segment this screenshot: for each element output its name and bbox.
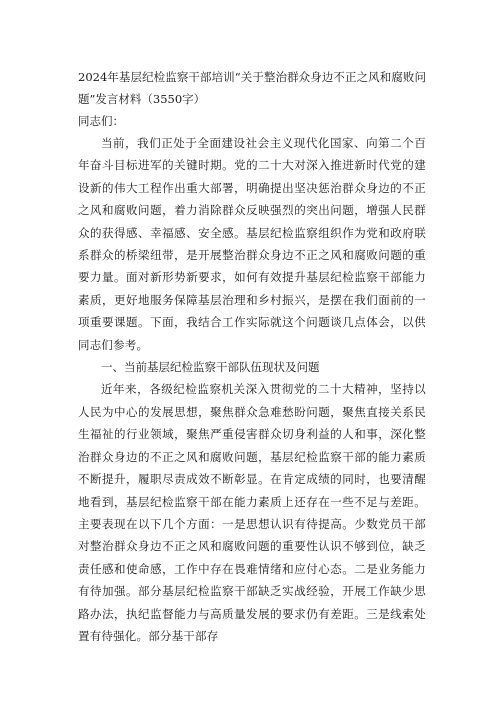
body-paragraph: 近年来，各级纪检监察机关深入贯彻党的二十大精神，坚持以人民为中心的发展思想，聚焦群众急难愁盼问题，聚焦直接关系民生福祉的行业领域，聚焦严重侵害群众切身利益的人和事，深化整治群众身边的不正之风和腐败问题，基层纪检监察干部的能力素质不断提升，履职尽责成效不断彰显。在肯定成绩的同时，也要清醒地看到，基层纪检监察干部在能力素质上还存在一些不足与差距。主要表现在以下几个方面：一是思想认识有待提高。少数党员干部对整治群众身边不正之风和腐败问题的重要性认识不够到位，缺乏责任感和使命感，工作中存在畏难情绪和应付心态。二是业务能力有待加强。部分基层纪检监察干部缺乏实战经验，开展工作缺少思路办法，执纪监督能力与高质量发展的要求仍有差距。三是线索处置有待强化。部分基干部存 <box>78 382 426 643</box>
salutation: 同志们： <box>78 114 124 128</box>
document-title: 2024年基层纪检监察干部培训“关于整治群众身边不正之风和腐败问题”发言材料（3550字） <box>78 70 426 106</box>
body-paragraph: 当前，我们正处于全面建设社会主义现代化国家、向第二个百年奋斗目标进军的关键时期。党的二十大对深入推进新时代党的建设新的伟大工程作出重大部署，明确提出坚决惩治群众身边的不正之风和腐败问题，着力消除群众反映强烈的突出问题，增强人民群众的获得感、幸福感、安全感。基层纪检监察组织作为党和政府联系群众的桥梁纽带，是开展整治群众身边不正之风和腐败问题的重要力量。面对新形势新要求，如何有效提升基层纪检监察干部能力素质，更好地服务保障基层治理和乡村振兴，是摆在我们面前的一项重要课题。下面，我结合工作实际就这个问题谈几点体会，以供同志们参考。 <box>78 136 426 352</box>
document-page <box>78 66 426 647</box>
section-heading: 一、当前基层纪检监察干部队伍现状及问题 <box>101 360 320 375</box>
